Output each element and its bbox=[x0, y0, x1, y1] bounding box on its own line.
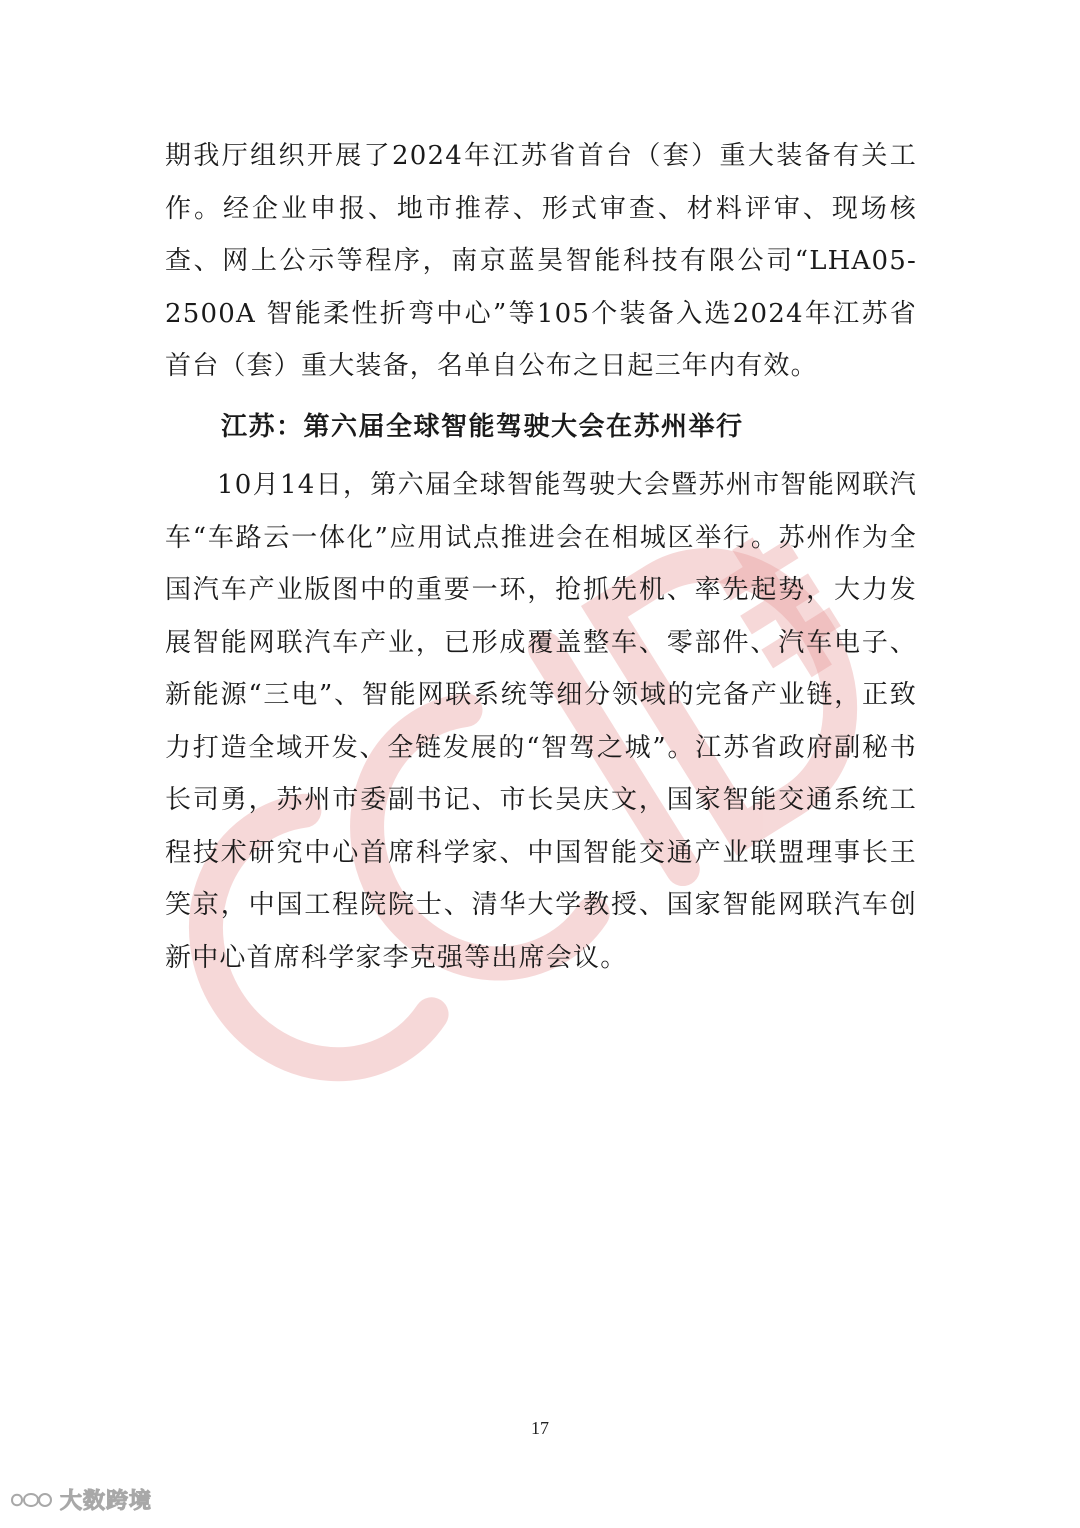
brand-name: 大数跨境 bbox=[60, 1489, 153, 1514]
brand-watermark bbox=[8, 1484, 152, 1515]
section-heading: 江苏：第六届全球智能驾驶大会在苏州举行 bbox=[221, 411, 744, 442]
page-number: 17 bbox=[531, 1418, 549, 1438]
body-paragraph-driving-conference: 10月14日，第六届全球智能驾驶大会暨苏州市智能网联汽车“车路云一体化”应用试点推进会在相城区举行。苏州作为全国汽车产业版图中的重要一环，抢抓先机、率先起势，大力发展智能网联汽车产业，已形成覆盖整车、零部件、汽车电子、新能源“三电”、智能网联系统等细分领域的完备产业链，正致力打造全域开发、全链发展的“智驾之城”。江苏省政府副秘书长司勇，苏州市委副书记、市长吴庆文，国家智能交通系统工程技术研究中心首席科学家、中国智能交通产业联盟理事长王笑京，中国工程院院士、清华大学教授、国家智能网联汽车创新中心首席科学家李克强等出席会议。 bbox=[165, 470, 917, 973]
body-paragraph-first-equipment: 期我厅组织开展了2024年江苏省首台（套）重大装备有关工作。经企业申报、地市推荐、形式审查、材料评审、现场核查、网上公示等程序，南京蓝昊智能科技有限公司“LHA05-2500A 智能柔性折弯中心”等105个装备入选2024年江苏省首台（套）重大装备，名单自公布之日起三年内有效。 bbox=[165, 141, 917, 381]
document-body bbox=[165, 130, 917, 984]
brand-logo-icon bbox=[8, 1487, 54, 1513]
